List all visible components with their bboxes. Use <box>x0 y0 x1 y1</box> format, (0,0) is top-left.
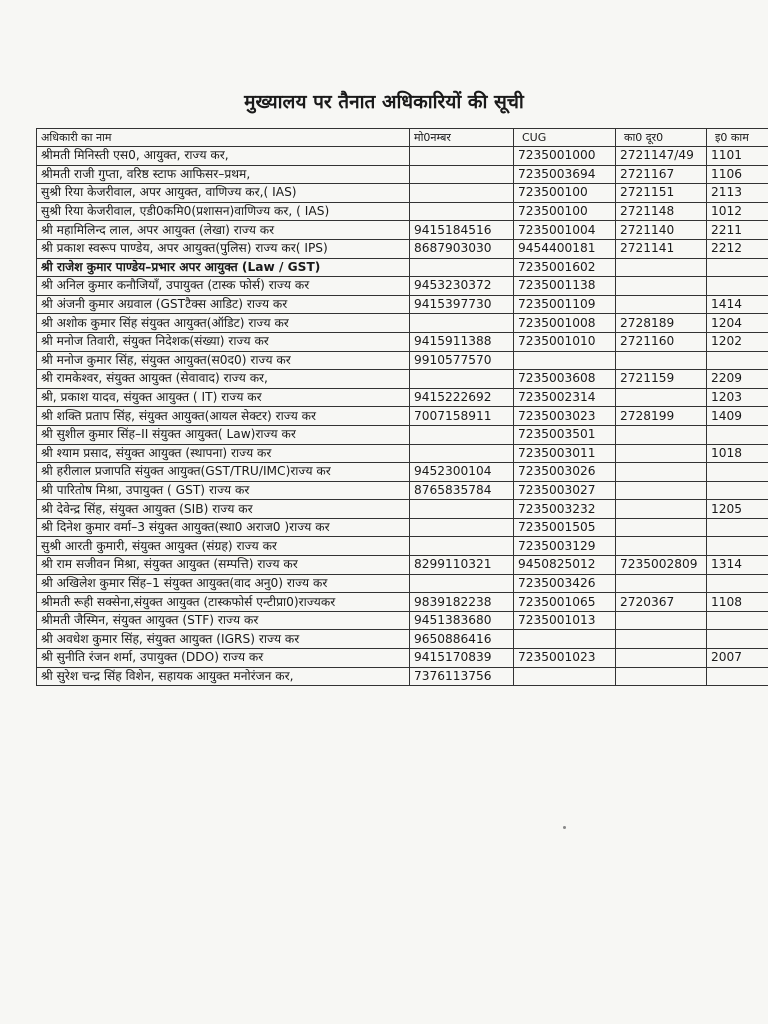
table-row <box>37 351 768 370</box>
table-row <box>37 407 768 426</box>
office-phone-cell: 2721141 <box>616 239 707 258</box>
office-phone-cell <box>616 500 707 519</box>
officer-name-cell: सुश्री आरती कुमारी, संयुक्त आयुक्त (संग्रह) राज्य कर <box>37 537 410 556</box>
intercom-cell <box>707 463 768 482</box>
cug-cell: 723500100 <box>514 202 616 221</box>
table-row <box>37 202 768 221</box>
cug-cell: 7235001010 <box>514 332 616 351</box>
office-phone-cell <box>616 277 707 296</box>
mobile-cell: 9910577570 <box>410 351 514 370</box>
table-row <box>37 258 768 277</box>
officer-name-cell: श्री राम सजीवन मिश्रा, संयुक्त आयुक्त (सम्पत्ति) राज्य कर <box>37 556 410 575</box>
mobile-cell <box>410 258 514 277</box>
table-row <box>37 370 768 389</box>
office-phone-cell <box>616 667 707 686</box>
mobile-cell: 9415397730 <box>410 295 514 314</box>
intercom-cell <box>707 574 768 593</box>
officer-name-cell: श्री सुनीति रंजन शर्मा, उपायुक्त (DDO) राज्य कर <box>37 649 410 668</box>
intercom-cell: 1012 <box>707 202 768 221</box>
mobile-cell: 9839182238 <box>410 593 514 612</box>
table-row <box>37 277 768 296</box>
officer-name-cell: श्री अनिल कुमार कनौजियाँ, उपायुक्त (टास्क फोर्स) राज्य कर <box>37 277 410 296</box>
cug-cell: 7235001138 <box>514 277 616 296</box>
table-row <box>37 649 768 668</box>
officer-name-cell: श्री देवेन्द्र सिंह, संयुक्त आयुक्त (SIB) राज्य कर <box>37 500 410 519</box>
cug-cell: 7235001602 <box>514 258 616 277</box>
table-row <box>37 481 768 500</box>
speck-mark <box>563 826 566 829</box>
intercom-cell <box>707 481 768 500</box>
table-row <box>37 556 768 575</box>
mobile-cell: 9452300104 <box>410 463 514 482</box>
officer-name-cell: श्री शक्ति प्रताप सिंह, संयुक्त आयुक्त(आयल सेक्टर) राज्य कर <box>37 407 410 426</box>
table-header-row <box>37 129 768 147</box>
cug-cell <box>514 351 616 370</box>
table-row <box>37 221 768 240</box>
office-phone-cell: 2721167 <box>616 165 707 184</box>
mobile-cell <box>410 147 514 166</box>
officer-name-cell: श्री मनोज कुमार सिंह, संयुक्त आयुक्त(स0द0) राज्य कर <box>37 351 410 370</box>
header-officer-name: अधिकारी का नाम <box>37 129 410 147</box>
officer-name-cell: श्रीमती राजी गुप्ता, वरिष्ठ स्टाफ आफिसर–प्रथम, <box>37 165 410 184</box>
office-phone-cell: 2721148 <box>616 202 707 221</box>
office-phone-cell <box>616 425 707 444</box>
officer-name-cell: श्री महामिलिन्द लाल, अपर आयुक्त (लेखा) राज्य कर <box>37 221 410 240</box>
intercom-cell: 1314 <box>707 556 768 575</box>
office-phone-cell <box>616 295 707 314</box>
mobile-cell: 8765835784 <box>410 481 514 500</box>
intercom-cell <box>707 630 768 649</box>
header-cug: CUG <box>514 129 616 147</box>
office-phone-cell <box>616 630 707 649</box>
intercom-cell: 1018 <box>707 444 768 463</box>
officer-name-cell: श्रीमती जैस्मिन, संयुक्त आयुक्त (STF) राज्य कर <box>37 611 410 630</box>
mobile-cell: 9453230372 <box>410 277 514 296</box>
cug-cell: 7235003694 <box>514 165 616 184</box>
mobile-cell: 9415222692 <box>410 388 514 407</box>
intercom-cell: 1106 <box>707 165 768 184</box>
table-row <box>37 184 768 203</box>
office-phone-cell: 2721151 <box>616 184 707 203</box>
intercom-cell <box>707 611 768 630</box>
table-row <box>37 388 768 407</box>
mobile-cell <box>410 537 514 556</box>
header-mobile: मो0नम्बर <box>410 129 514 147</box>
office-phone-cell <box>616 611 707 630</box>
cug-cell: 7235001013 <box>514 611 616 630</box>
table-row <box>37 314 768 333</box>
mobile-cell: 7007158911 <box>410 407 514 426</box>
mobile-cell: 8687903030 <box>410 239 514 258</box>
office-phone-cell <box>616 574 707 593</box>
intercom-cell <box>707 258 768 277</box>
table-row <box>37 611 768 630</box>
office-phone-cell: 7235002809 <box>616 556 707 575</box>
office-phone-cell <box>616 258 707 277</box>
office-phone-cell <box>616 537 707 556</box>
office-phone-cell <box>616 518 707 537</box>
cug-cell: 7235003608 <box>514 370 616 389</box>
table-row <box>37 239 768 258</box>
officer-name-cell: श्री सुरेश चन्द्र सिंह विशेन, सहायक आयुक्त मनोरंजन कर, <box>37 667 410 686</box>
header-office-phone: का0 दूर0 <box>616 129 707 147</box>
intercom-cell: 2212 <box>707 239 768 258</box>
table-row <box>37 630 768 649</box>
cug-cell <box>514 667 616 686</box>
cug-cell: 7235001000 <box>514 147 616 166</box>
intercom-cell <box>707 425 768 444</box>
intercom-cell: 2113 <box>707 184 768 203</box>
mobile-cell <box>410 370 514 389</box>
mobile-cell <box>410 518 514 537</box>
officer-name-cell: श्री अखिलेश कुमार सिंह–1 संयुक्त आयुक्त(वाद अनु0) राज्य कर <box>37 574 410 593</box>
cug-cell: 7235001109 <box>514 295 616 314</box>
officer-name-cell: श्री दिनेश कुमार वर्मा–3 संयुक्त आयुक्त(स्था0 अराज0 )राज्य कर <box>37 518 410 537</box>
table-row <box>37 295 768 314</box>
office-phone-cell: 2721140 <box>616 221 707 240</box>
office-phone-cell <box>616 351 707 370</box>
office-phone-cell: 2720367 <box>616 593 707 612</box>
cug-cell: 7235003501 <box>514 425 616 444</box>
officer-name-cell: श्री पारितोष मिश्रा, उपायुक्त ( GST) राज्य कर <box>37 481 410 500</box>
intercom-cell: 1409 <box>707 407 768 426</box>
table-row <box>37 425 768 444</box>
intercom-cell <box>707 277 768 296</box>
intercom-cell <box>707 537 768 556</box>
intercom-cell: 1414 <box>707 295 768 314</box>
mobile-cell: 9451383680 <box>410 611 514 630</box>
cug-cell: 7235003426 <box>514 574 616 593</box>
intercom-cell: 2007 <box>707 649 768 668</box>
officer-name-cell: श्री रामकेश्वर, संयुक्त आयुक्त (सेवावाद) राज्य कर, <box>37 370 410 389</box>
cug-cell: 7235003129 <box>514 537 616 556</box>
cug-cell: 7235001065 <box>514 593 616 612</box>
office-phone-cell: 2728189 <box>616 314 707 333</box>
cug-cell: 7235003026 <box>514 463 616 482</box>
intercom-cell <box>707 351 768 370</box>
mobile-cell <box>410 425 514 444</box>
table-row <box>37 500 768 519</box>
mobile-cell: 7376113756 <box>410 667 514 686</box>
table-row <box>37 463 768 482</box>
mobile-cell <box>410 314 514 333</box>
table-row <box>37 147 768 166</box>
officer-name-cell: श्रीमती मिनिस्ती एस0, आयुक्त, राज्य कर, <box>37 147 410 166</box>
mobile-cell: 9415184516 <box>410 221 514 240</box>
table-row <box>37 593 768 612</box>
mobile-cell <box>410 184 514 203</box>
cug-cell: 7235003023 <box>514 407 616 426</box>
officer-name-cell: सुश्री रिया केजरीवाल, अपर आयुक्त, वाणिज्य कर,( IAS) <box>37 184 410 203</box>
intercom-cell: 1108 <box>707 593 768 612</box>
office-phone-cell: 2721159 <box>616 370 707 389</box>
cug-cell: 7235001004 <box>514 221 616 240</box>
page-title: मुख्यालय पर तैनात अधिकारियों की सूची <box>244 91 524 113</box>
officer-name-cell: श्री श्याम प्रसाद, संयुक्त आयुक्त (स्थापना) राज्य कर <box>37 444 410 463</box>
table-row <box>37 667 768 686</box>
cug-cell: 7235003027 <box>514 481 616 500</box>
cug-cell: 7235001023 <box>514 649 616 668</box>
table-row <box>37 574 768 593</box>
officers-table-body <box>37 147 768 686</box>
intercom-cell <box>707 667 768 686</box>
cug-cell: 7235001505 <box>514 518 616 537</box>
cug-cell: 723500100 <box>514 184 616 203</box>
officer-name-cell: श्री हरीलाल प्रजापति संयुक्त आयुक्त(GST/TRU/IMC)राज्य कर <box>37 463 410 482</box>
mobile-cell <box>410 574 514 593</box>
mobile-cell <box>410 202 514 221</box>
table-row <box>37 537 768 556</box>
intercom-cell: 1203 <box>707 388 768 407</box>
table-row <box>37 165 768 184</box>
mobile-cell: 9650886416 <box>410 630 514 649</box>
table-row <box>37 444 768 463</box>
mobile-cell: 9415911388 <box>410 332 514 351</box>
officer-name-cell: श्रीमती रूही सक्सेना,संयुक्त आयुक्त (टास्कफोर्स एन्टीप्रा0)राज्यकर <box>37 593 410 612</box>
office-phone-cell <box>616 463 707 482</box>
table-row <box>37 332 768 351</box>
office-phone-cell <box>616 388 707 407</box>
office-phone-cell <box>616 444 707 463</box>
intercom-cell: 2211 <box>707 221 768 240</box>
cug-cell: 7235001008 <box>514 314 616 333</box>
officer-name-cell: श्री राजेश कुमार पाण्डेय–प्रभार अपर आयुक्त (Law / GST) <box>37 258 410 277</box>
intercom-cell: 2209 <box>707 370 768 389</box>
intercom-cell: 1204 <box>707 314 768 333</box>
officers-table <box>36 128 768 686</box>
cug-cell: 7235003011 <box>514 444 616 463</box>
table-row <box>37 518 768 537</box>
office-phone-cell: 2721147/49 <box>616 147 707 166</box>
intercom-cell: 1202 <box>707 332 768 351</box>
officer-name-cell: सुश्री रिया केजरीवाल, एडी0कमि0(प्रशासन)वाणिज्य कर, ( IAS) <box>37 202 410 221</box>
officer-name-cell: श्री अंजनी कुमार अग्रवाल (GSTटैक्स आडिट) राज्य कर <box>37 295 410 314</box>
office-phone-cell: 2728199 <box>616 407 707 426</box>
intercom-cell: 1205 <box>707 500 768 519</box>
intercom-cell <box>707 518 768 537</box>
office-phone-cell <box>616 481 707 500</box>
cug-cell: 9454400181 <box>514 239 616 258</box>
officer-name-cell: श्री अशोक कुमार सिंह संयुक्त आयुक्त(ऑडिट) राज्य कर <box>37 314 410 333</box>
office-phone-cell <box>616 649 707 668</box>
officer-name-cell: श्री, प्रकाश यादव, संयुक्त आयुक्त ( IT) राज्य कर <box>37 388 410 407</box>
cug-cell <box>514 630 616 649</box>
mobile-cell: 8299110321 <box>410 556 514 575</box>
mobile-cell: 9415170839 <box>410 649 514 668</box>
mobile-cell <box>410 500 514 519</box>
cug-cell: 9450825012 <box>514 556 616 575</box>
intercom-cell: 1101 <box>707 147 768 166</box>
mobile-cell <box>410 444 514 463</box>
officer-name-cell: श्री मनोज तिवारी, संयुक्त निदेशक(संख्या) राज्य कर <box>37 332 410 351</box>
mobile-cell <box>410 165 514 184</box>
header-intercom: इ0 काम <box>707 129 768 147</box>
officer-name-cell: श्री अवधेश कुमार सिंह, संयुक्त आयुक्त (IGRS) राज्य कर <box>37 630 410 649</box>
cug-cell: 7235002314 <box>514 388 616 407</box>
office-phone-cell: 2721160 <box>616 332 707 351</box>
cug-cell: 7235003232 <box>514 500 616 519</box>
officer-name-cell: श्री प्रकाश स्वरूप पाण्डेय, अपर आयुक्त(पुलिस) राज्य कर( IPS) <box>37 239 410 258</box>
officer-name-cell: श्री सुशील कुमार सिंह–II संयुक्त आयुक्त( Law)राज्य कर <box>37 425 410 444</box>
